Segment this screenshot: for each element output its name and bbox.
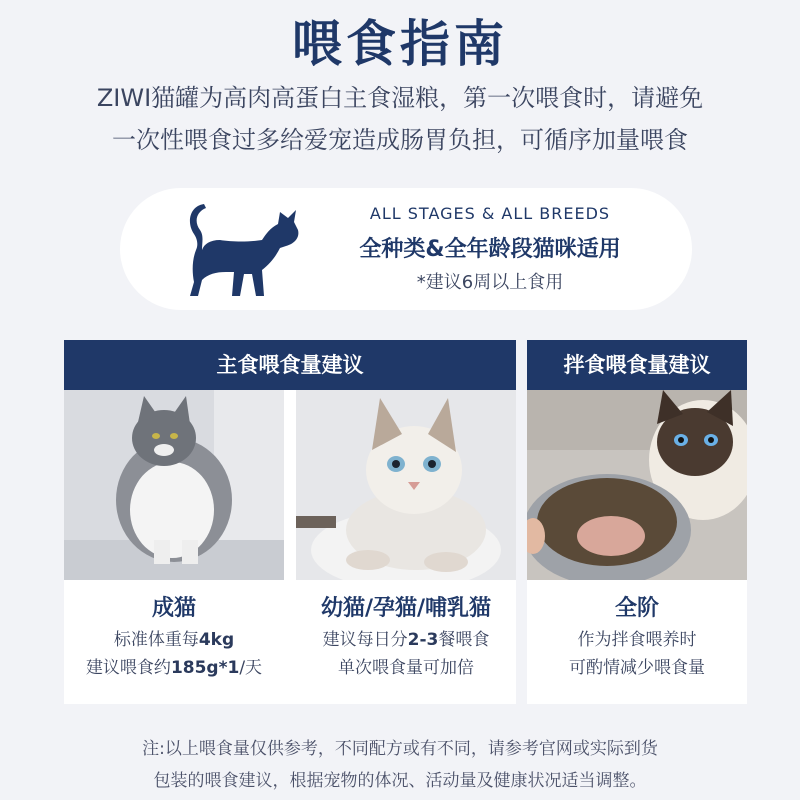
adult-cat-photo [64,390,284,580]
adult-line1-value: 4kg [198,630,235,650]
kitten-line-1 [296,626,516,654]
all-stages-title: 全阶 [614,596,659,621]
adult-line2-value: 185g*1 [170,658,240,678]
all-stages-line-2: 可酌情减少喂食量 [569,658,705,678]
stages-english: ALL STAGES & ALL BREEDS [369,204,611,223]
adult-cat-line-2 [64,654,284,682]
adult-cat-info [64,592,284,682]
intro-line-1: ZIWI猫罐为高肉高蛋白主食湿粮，第一次喂食时，请避免 [96,84,704,112]
all-stages-line-1: 作为拌食喂养时 [577,630,697,650]
intro-line-2: 一次性喂食过多给爱宠造成肠胃负担，可循序加量喂食 [112,126,688,154]
kitten-line1-prefix: 建议每日分 [322,630,408,650]
kitten-title: 幼猫/孕猫/哺乳猫 [320,596,492,621]
footer-note-line-1: 注:以上喂食量仅供参考，不同配方或有不同，请参考官网或实际到货 [142,739,658,759]
adult-cat-title: 成猫 [151,596,196,621]
adult-cat-line-1 [64,626,284,654]
main-feeding-header: 主食喂食量建议 [64,340,516,390]
stages-banner [120,188,692,310]
mix-feeding-header: 拌食喂食量建议 [527,340,747,390]
page-title: 喂食指南 [292,15,508,73]
all-stages-info [527,592,747,682]
adult-line2-prefix: 建议喂食约 [85,658,171,678]
kitten-photo [296,390,516,580]
siamese-cat-bowl-photo [527,390,747,580]
main-feeding-card [64,340,516,704]
cat-silhouette-icon [176,200,304,300]
stages-chinese: 全种类&全年龄段猫咪适用 [359,237,621,262]
kitten-line1-suffix: 餐喂食 [438,630,490,650]
kitten-info [296,592,516,682]
footer-note-line-2: 包装的喂食建议，根据宠物的体况、活动量及健康状况适当调整。 [153,771,647,791]
adult-line1-prefix: 标准体重每 [113,630,199,650]
mix-feeding-card [527,340,747,704]
kitten-line-2: 单次喂食量可加倍 [338,658,474,678]
stages-note: *建议6周以上食用 [416,272,564,293]
adult-line2-suffix: /天 [239,658,263,678]
kitten-line1-value: 2-3 [407,630,439,650]
